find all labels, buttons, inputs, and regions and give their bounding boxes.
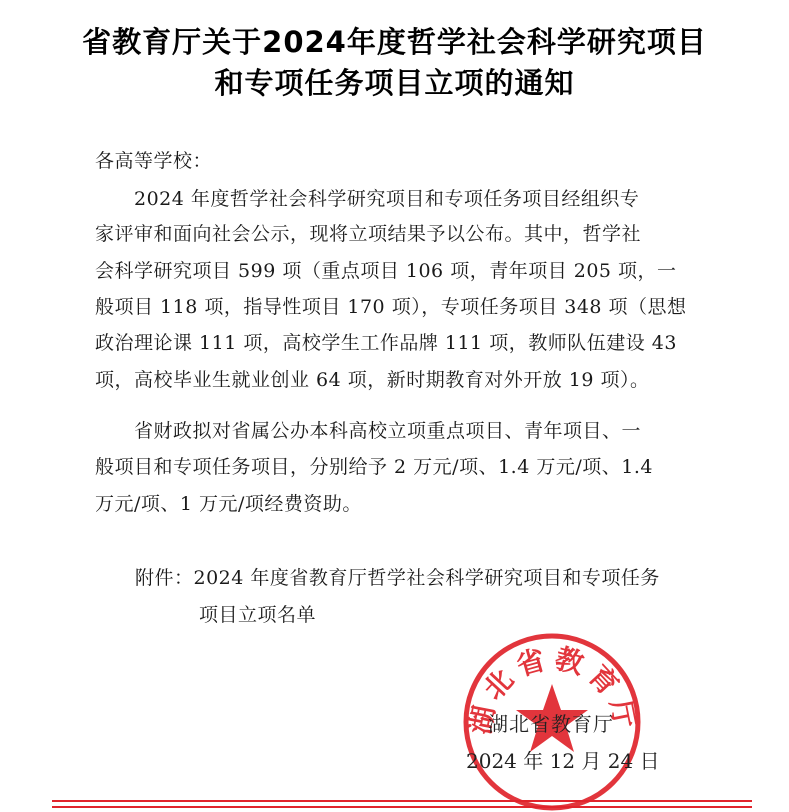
- body-line-7: 省财政拟对省属公办本科高校立项重点项目、青年项目、一: [95, 420, 642, 442]
- body-line-1: 2024 年度哲学社会科学研究项目和专项任务项目经组织专: [95, 188, 640, 210]
- bottom-rule-bottom: [52, 806, 752, 808]
- body-line-9: 万元/项、1 万元/项经费资助。: [95, 493, 362, 515]
- body-line-3: 会科学研究项目 599 项（重点项目 106 项，青年项目 205 项，一: [95, 260, 677, 282]
- body-line-5: 政治理论课 111 项，高校学生工作品牌 111 项，教师队伍建设 43: [95, 332, 677, 354]
- salutation: 各高等学校：: [95, 150, 213, 172]
- body-line-4: 般项目 118 项，指导性项目 170 项），专项任务项目 348 项（思想: [95, 296, 687, 318]
- attachment-line-2: 项目立项名单: [199, 604, 317, 626]
- document-title-line-2: 和专项任务项目立项的通知: [214, 66, 575, 100]
- body-line-2: 家评审和面向社会公示，现将立项结果予以公布。其中，哲学社: [95, 223, 642, 245]
- attachment-line-1: 附件：2024 年度省教育厅哲学社会科学研究项目和专项任务: [135, 567, 660, 589]
- issuer-name: 湖北省教育厅: [488, 712, 614, 736]
- body-line-6: 项，高校毕业生就业创业 64 项，新时期教育对外开放 19 项）。: [95, 369, 650, 391]
- document-title-line-1: 省教育厅关于2024年度哲学社会科学研究项目: [82, 25, 707, 59]
- body-line-8: 般项目和专项任务项目，分别给予 2 万元/项、1.4 万元/项、1.4: [95, 456, 653, 478]
- seal-text: 湖北省教育厅: [463, 641, 643, 737]
- issue-date: 2024 年 12 月 24 日: [466, 749, 660, 773]
- bottom-rule-top: [52, 800, 752, 802]
